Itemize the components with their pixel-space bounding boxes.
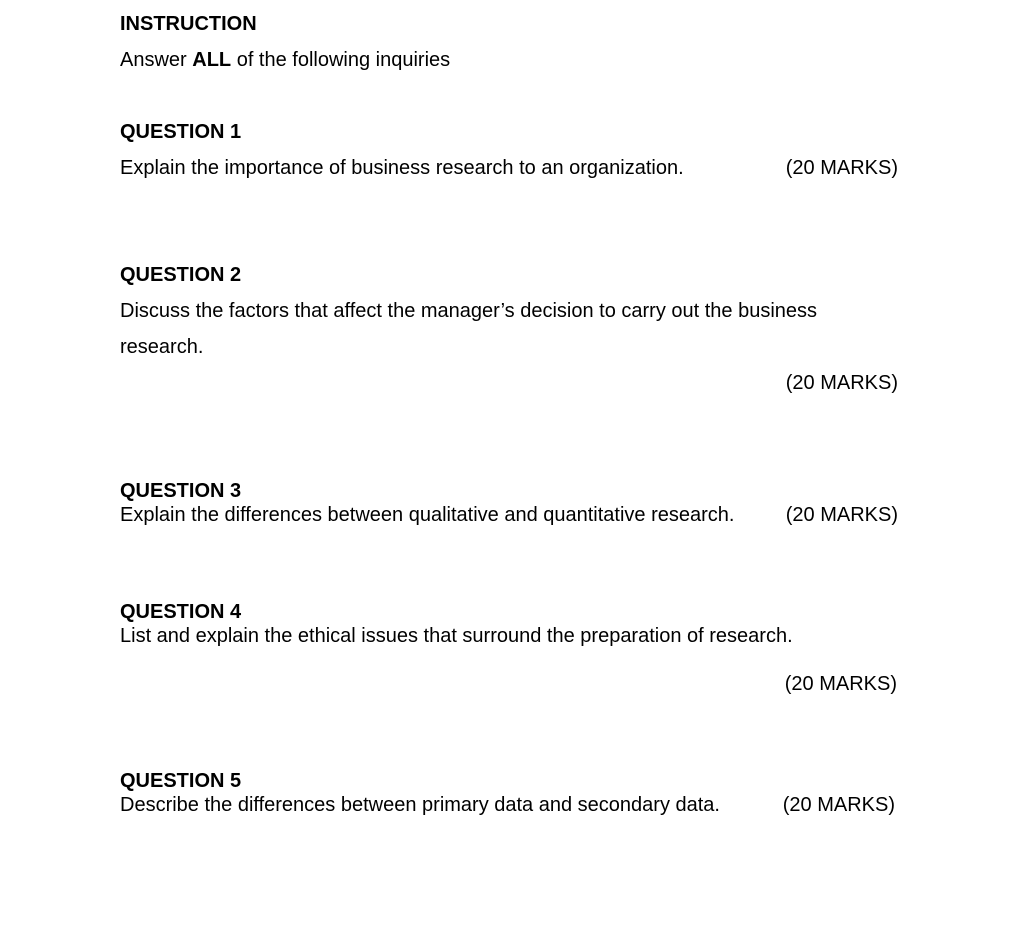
question-5-heading: QUESTION 5 [120,770,242,792]
instruction-heading: INSTRUCTION [120,13,257,35]
question-3-text: Explain the differences between qualitative and quantitative research. [120,504,735,526]
question-2-marks: (20 MARKS) [785,372,898,394]
question-1-marks: (20 MARKS) [785,157,898,179]
question-4-text: List and explain the ethical issues that surround the preparation of research. [120,625,793,647]
instruction-line [120,48,450,72]
question-4-heading: QUESTION 4 [120,601,242,623]
question-2-text-line-2: research. [120,336,204,358]
question-5-text: Describe the differences between primary data and secondary data. [120,794,720,816]
question-4-marks: (20 MARKS) [784,673,897,695]
question-3-heading: QUESTION 3 [120,480,242,502]
question-2-text-line-1: Discuss the factors that affect the manager’s decision to carry out the business [120,300,818,322]
instruction-emphasis: ALL [192,49,232,71]
question-2-heading: QUESTION 2 [120,264,242,286]
question-1-heading: QUESTION 1 [120,121,242,143]
question-3-marks: (20 MARKS) [785,504,898,526]
question-5-marks: (20 MARKS) [782,794,895,816]
instruction-prefix: Answer [120,49,193,71]
instruction-suffix: of the following inquiries [231,49,451,71]
question-1-text: Explain the importance of business research to an organization. [120,157,684,179]
